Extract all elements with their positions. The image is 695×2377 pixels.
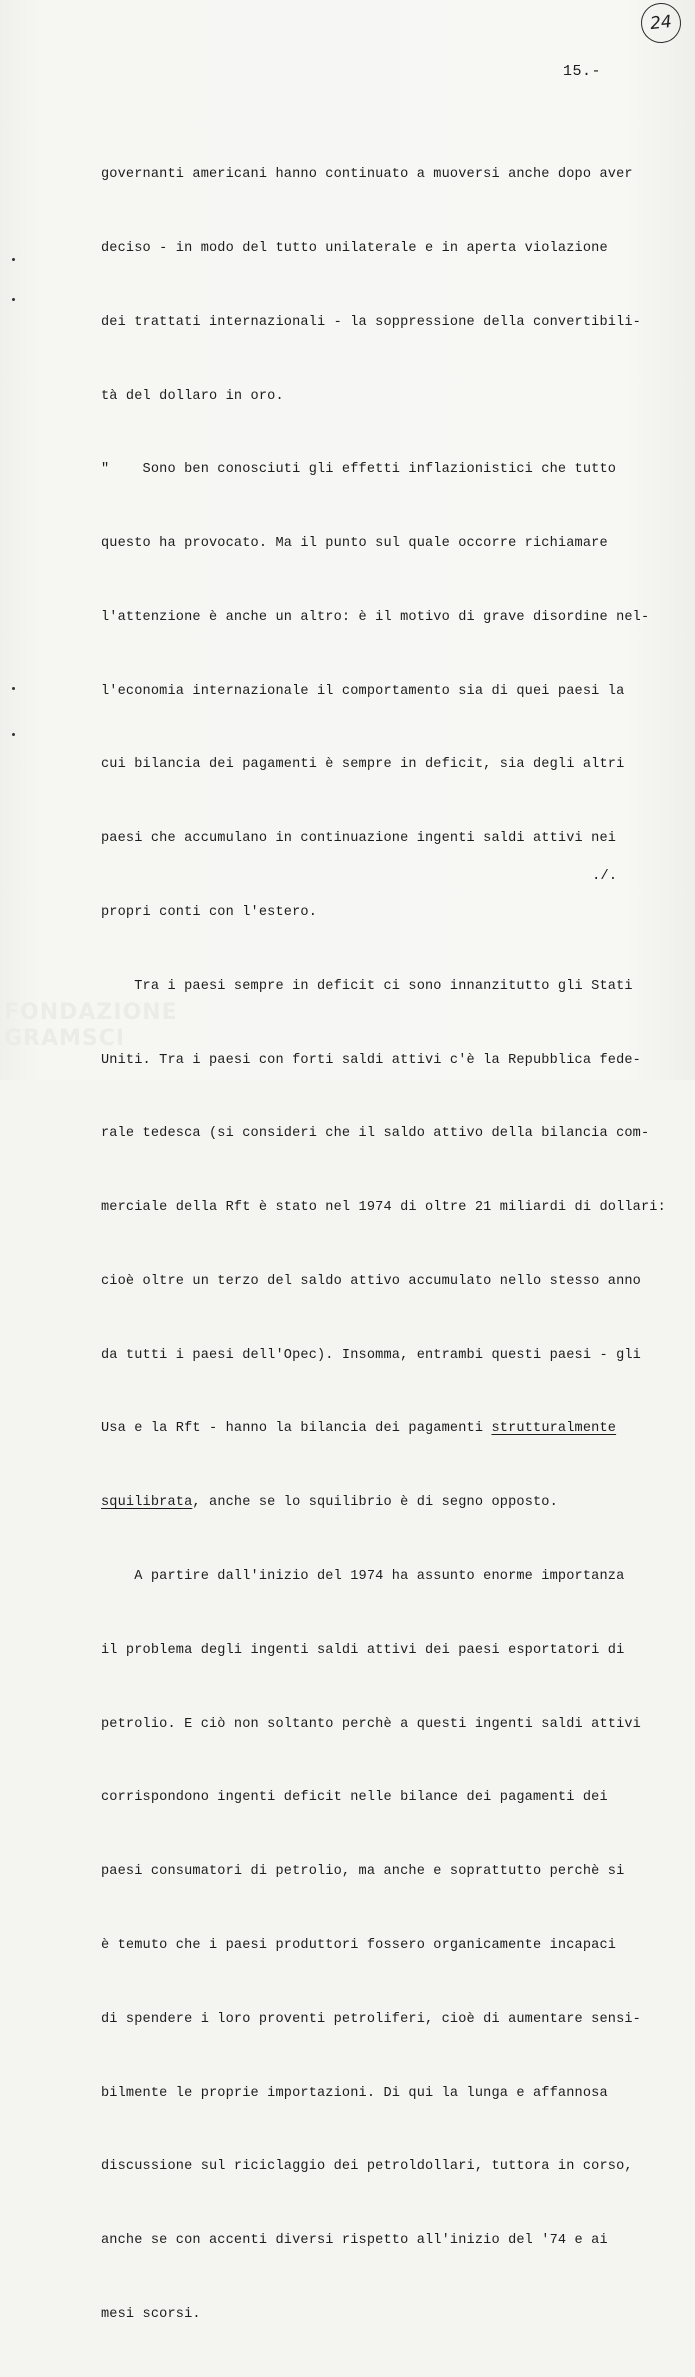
body-text xyxy=(101,114,666,2377)
margin-dot-icon xyxy=(12,687,15,690)
text-line xyxy=(101,1417,651,1442)
text-line xyxy=(101,1491,651,1516)
text-line: Tra i paesi sempre in deficit ci sono innanzitutto gli Stati xyxy=(101,978,633,994)
text-line: governanti americani hanno continuato a muoversi anche dopo aver xyxy=(101,167,633,183)
text-line: corrispondono ingenti deficit nelle bilance dei pagamenti dei xyxy=(101,1790,608,1806)
text-line: " Sono ben conosciuti gli effetti inflazionistici che tutto xyxy=(101,462,617,478)
text-line: l'economia internazionale il comportamento sia di quei paesi la xyxy=(101,683,625,699)
text-segment: Usa e la Rft - hanno la bilancia dei pagamenti xyxy=(101,1421,492,1437)
text-line: da tutti i paesi dell'Opec). Insomma, entrambi questi paesi - gli xyxy=(101,1347,641,1363)
text-line: bilmente le proprie importazioni. Di qui la lunga e affannosa xyxy=(101,2085,608,2101)
text-line: paesi consumatori di petrolio, ma anche e soprattutto perchè si xyxy=(101,1864,625,1880)
text-line: propri conti con l'estero. xyxy=(101,905,317,920)
text-line: rale tedesca (si consideri che il saldo attivo della bilancia com- xyxy=(101,1126,650,1142)
text-line: l'attenzione è anche un altro: è il motivo di grave disordine nel- xyxy=(101,609,650,625)
text-line: A partire dall'inizio del 1974 ha assunto enorme importanza xyxy=(101,1569,625,1585)
text-line: il problema degli ingenti saldi attivi dei paesi esportatori di xyxy=(101,1642,625,1658)
text-line: anche se con accenti diversi rispetto all'inizio del '74 e ai xyxy=(101,2233,608,2249)
text-line: questo ha provocato. Ma il punto sul quale occorre richiamare xyxy=(101,536,608,552)
text-line: paesi che accumulano in continuazione ingenti saldi attivi nei xyxy=(101,831,617,847)
continuation-mark: ./. xyxy=(592,868,618,884)
margin-dot-icon xyxy=(12,258,15,261)
page-number: 15.- xyxy=(563,63,602,80)
text-line: cui bilancia dei pagamenti è sempre in deficit, sia degli altri xyxy=(101,757,625,773)
text-line: dei trattati internazionali - la soppressione della convertibili- xyxy=(101,314,641,330)
margin-dot-icon xyxy=(12,298,15,301)
underlined-text: squilibrata xyxy=(101,1495,193,1511)
text-line: cioè oltre un terzo del saldo attivo accumulato nello stesso anno xyxy=(101,1273,641,1289)
text-line: merciale della Rft è stato nel 1974 di oltre 21 miliardi di dollari: xyxy=(101,1200,666,1216)
archive-number-stamp: 24 xyxy=(639,1,683,45)
text-line: Uniti. Tra i paesi con forti saldi attivi c'è la Repubblica fede- xyxy=(101,1052,641,1068)
text-line: deciso - in modo del tutto unilaterale e in aperta violazione xyxy=(101,240,608,256)
text-line: petrolio. E ciò non soltanto perchè a questi ingenti saldi attivi xyxy=(101,1716,641,1732)
text-line: tà del dollaro in oro. xyxy=(101,388,284,404)
text-line: mesi scorsi. xyxy=(101,2306,201,2322)
underlined-text: strutturalmente xyxy=(491,1421,617,1437)
text-line: discussione sul riciclaggio dei petroldollari, tuttora in corso, xyxy=(101,2159,633,2175)
text-line: è temuto che i paesi produttori fossero organicamente incapaci xyxy=(101,1937,617,1953)
watermark: FONDAZIONE GRAMSCI xyxy=(4,1000,178,1051)
margin-dot-icon xyxy=(12,733,15,736)
text-line: di spendere i loro proventi petroliferi, cioè di aumentare sensi- xyxy=(101,2011,641,2027)
text-segment: , anche se lo squilibrio è di segno opposto. xyxy=(192,1495,558,1511)
